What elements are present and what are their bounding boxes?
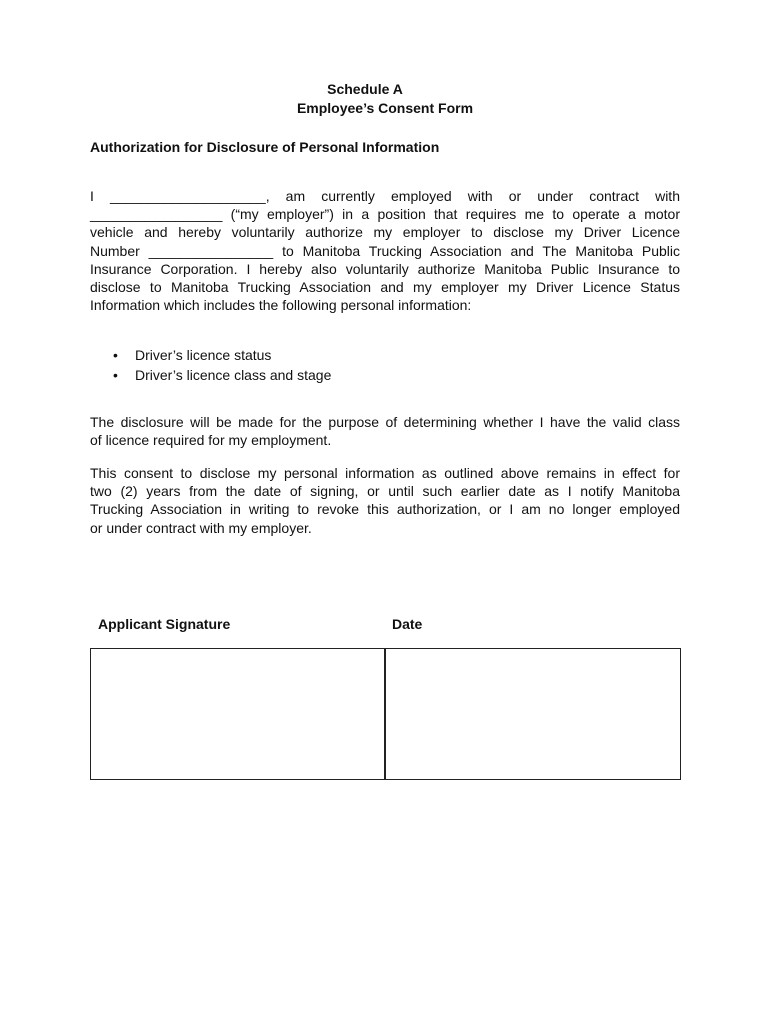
schedule-title: Schedule A xyxy=(327,81,403,97)
paragraph-line: Information which includes the following personal information: xyxy=(90,297,472,314)
paragraph-line: or under contract with my employer. xyxy=(90,519,312,536)
purpose-paragraph xyxy=(90,413,680,449)
paragraph-line: two (2) years from the date of signing, or until such earlier date as I notify Manitoba xyxy=(90,483,680,500)
paragraph-line: _________________ (“my employer”) in a position that requires me to operate a motor xyxy=(90,206,680,223)
paragraph-line: Number ________________ to Manitoba Trucking Association and The Manitoba Public xyxy=(90,242,680,259)
list-item-text: Driver’s licence status xyxy=(135,347,272,363)
list-item xyxy=(113,365,331,385)
applicant-signature-field[interactable] xyxy=(90,648,386,780)
personal-information-list xyxy=(113,345,331,385)
paragraph-line: of licence required for my employment. xyxy=(90,432,332,449)
paragraph-line: disclose to Manitoba Trucking Association and my employer my Driver Licence Status xyxy=(90,279,680,296)
document-title xyxy=(0,80,770,118)
applicant-signature-label: Applicant Signature xyxy=(98,616,231,632)
paragraph-line: vehicle and hereby voluntarily authorize my employer to disclose my Driver Licence xyxy=(90,224,680,241)
form-title: Employee’s Consent Form xyxy=(296,100,474,116)
bullet-icon: • xyxy=(113,367,118,383)
bullet-icon: • xyxy=(113,347,118,363)
section-heading: Authorization for Disclosure of Personal Information xyxy=(90,139,440,155)
paragraph-line: This consent to disclose my personal information as outlined above remains in effect for xyxy=(90,465,680,481)
date-label: Date xyxy=(392,616,423,632)
consent-paragraph xyxy=(90,187,680,314)
paragraph-line: Insurance Corporation. I hereby also voluntarily authorize Manitoba Public Insurance to xyxy=(90,260,680,277)
paragraph-line: The disclosure will be made for the purpose of determining whether I have the valid class xyxy=(90,414,680,430)
list-item xyxy=(113,345,331,365)
date-field[interactable] xyxy=(384,648,681,780)
duration-paragraph xyxy=(90,464,680,537)
paragraph-line: I ____________________, am currently employed with or under contract with xyxy=(90,188,680,204)
list-item-text: Driver’s licence class and stage xyxy=(135,367,332,383)
paragraph-line: Trucking Association in writing to revoke this authorization, or I am no longer employed xyxy=(90,501,680,518)
